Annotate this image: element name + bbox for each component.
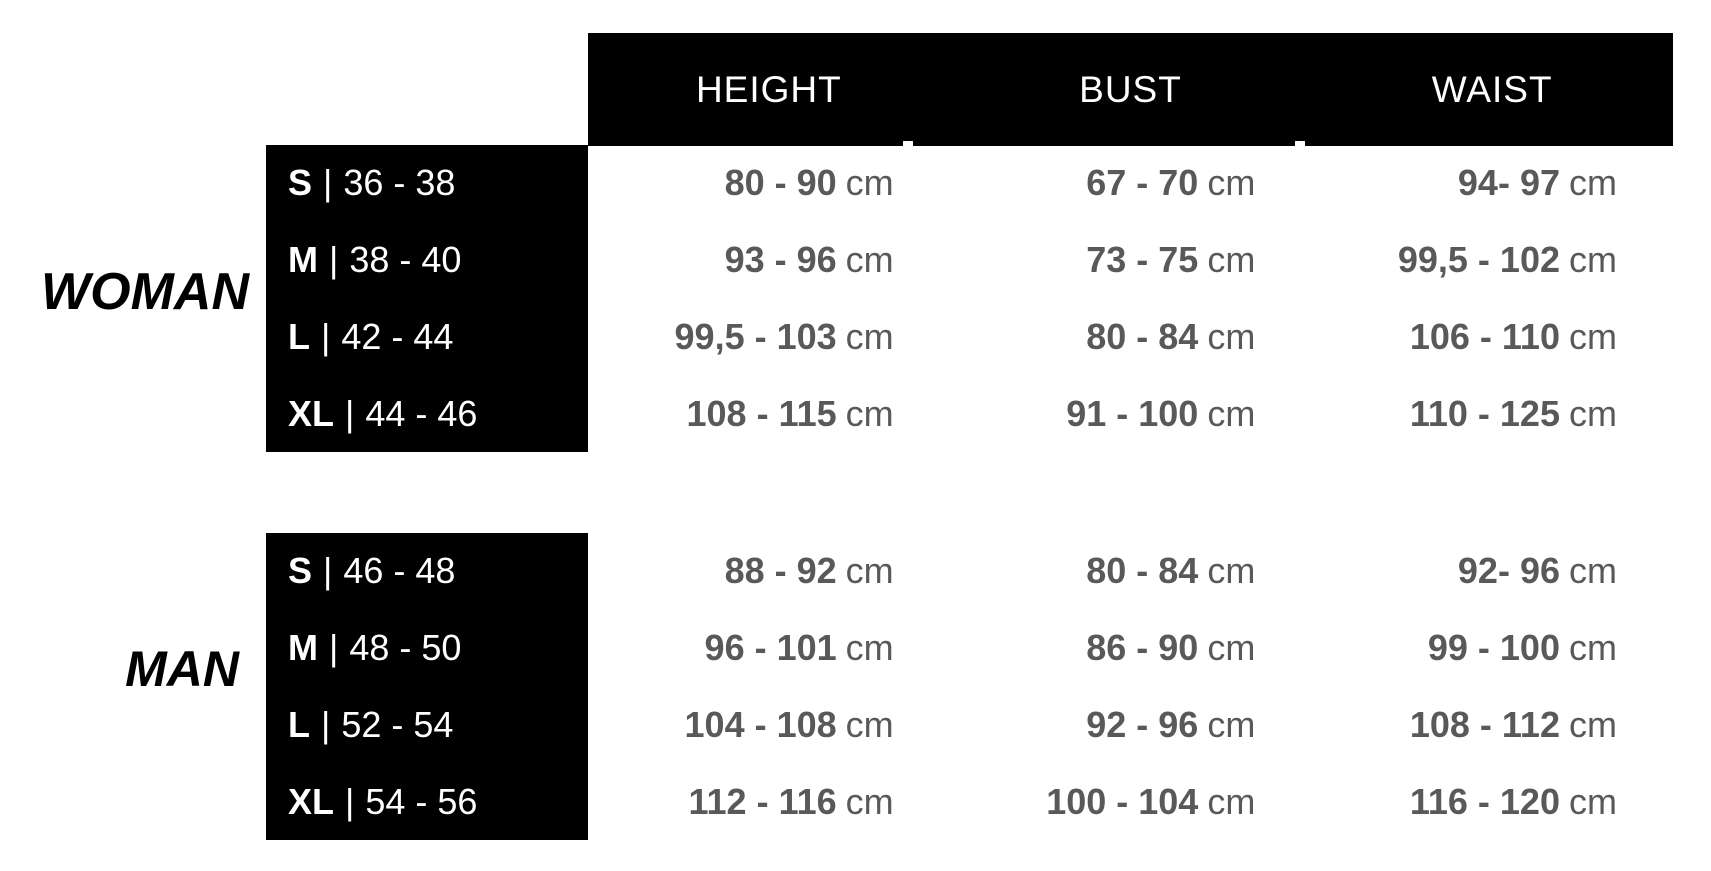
woman-size-row-m [266,222,588,299]
group-label-man: MAN [125,641,239,697]
man-l-waist [1311,687,1673,764]
man-size-row-s [266,533,588,610]
value: 86 - 90 [1086,627,1199,669]
size-separator: | [329,627,339,669]
value: 67 - 70 [1086,162,1199,204]
man-size-box [266,533,588,840]
unit-label: cm [1568,780,1617,822]
unit-label: cm [845,239,894,281]
woman-size-row-xl [266,375,588,452]
man-m-height [588,610,950,687]
size-range: 38 - 40 [349,239,462,281]
woman-xl-bust [950,375,1312,452]
man-s-bust [950,533,1312,610]
size-range: 44 - 46 [365,392,478,434]
man-size-row-m [266,610,588,687]
woman-values-grid [588,145,1673,452]
unit-label: cm [845,627,894,669]
woman-l-waist [1311,299,1673,376]
unit-label: cm [1207,703,1256,745]
column-header-bust: BUST [1079,68,1182,110]
value: 99 - 100 [1427,627,1560,669]
unit-label: cm [845,392,894,434]
column-header-waist: WAIST [1431,68,1553,110]
woman-xl-height [588,375,950,452]
unit-label: cm [1207,315,1256,357]
unit-label: cm [1568,239,1617,281]
unit-label: cm [1207,780,1256,822]
unit-label: cm [1207,392,1256,434]
woman-size-box [266,145,588,452]
man-size-row-l [266,687,588,764]
value: 108 - 115 [686,392,837,434]
value: 100 - 104 [1046,780,1199,822]
size-letter: S [288,550,313,592]
value: 99,5 - 102 [1397,239,1560,281]
unit-label: cm [1207,162,1256,204]
woman-m-waist [1311,222,1673,299]
woman-size-row-l [266,299,588,376]
group-label-woman: WOMAN [41,263,249,321]
value: 91 - 100 [1066,392,1199,434]
value: 80 - 90 [724,162,837,204]
unit-label: cm [845,780,894,822]
man-s-height [588,533,950,610]
unit-label: cm [1568,162,1617,204]
size-separator: | [323,550,333,592]
man-xl-waist [1311,763,1673,840]
man-m-bust [950,610,1312,687]
value: 106 - 110 [1409,315,1560,357]
value: 73 - 75 [1086,239,1199,281]
unit-label: cm [1568,392,1617,434]
unit-label: cm [1568,315,1617,357]
unit-label: cm [1207,239,1256,281]
value: 104 - 108 [684,703,837,745]
size-range: 52 - 54 [341,703,454,745]
man-values-grid [588,533,1673,840]
woman-s-bust [950,145,1312,222]
unit-label: cm [845,315,894,357]
size-range: 42 - 44 [341,315,454,357]
unit-label: cm [1568,627,1617,669]
unit-label: cm [1207,627,1256,669]
value: 116 - 120 [1409,780,1560,822]
woman-m-height [588,222,950,299]
size-letter: XL [288,780,335,822]
value: 99,5 - 103 [674,315,837,357]
man-l-bust [950,687,1312,764]
unit-label: cm [1207,550,1256,592]
woman-size-row-s [266,145,588,222]
value: 80 - 84 [1086,315,1199,357]
unit-label: cm [845,703,894,745]
size-separator: | [345,780,355,822]
woman-m-bust [950,222,1312,299]
unit-label: cm [1568,703,1617,745]
value: 80 - 84 [1086,550,1199,592]
value: 94- 97 [1457,162,1560,204]
size-separator: | [321,703,331,745]
unit-label: cm [845,162,894,204]
size-letter: M [288,239,318,281]
woman-s-waist [1311,145,1673,222]
value: 108 - 112 [1409,703,1560,745]
size-separator: | [323,162,333,204]
woman-l-bust [950,299,1312,376]
size-letter: M [288,627,318,669]
woman-l-height [588,299,950,376]
value: 112 - 116 [688,780,837,822]
size-separator: | [329,239,339,281]
man-xl-height [588,763,950,840]
size-separator: | [345,392,355,434]
size-separator: | [321,315,331,357]
column-header-height: HEIGHT [695,68,842,110]
value: 96 - 101 [704,627,837,669]
unit-label: cm [845,550,894,592]
woman-s-height [588,145,950,222]
value: 110 - 125 [1409,392,1560,434]
value: 93 - 96 [724,239,837,281]
man-s-waist [1311,533,1673,610]
man-l-height [588,687,950,764]
man-xl-bust [950,763,1312,840]
size-range: 46 - 48 [343,550,456,592]
size-range: 48 - 50 [349,627,462,669]
size-letter: XL [288,392,335,434]
unit-label: cm [1568,550,1617,592]
woman-xl-waist [1311,375,1673,452]
size-range: 36 - 38 [343,162,456,204]
size-range: 54 - 56 [365,780,478,822]
size-letter: L [288,703,310,745]
value: 92 - 96 [1086,703,1199,745]
measurement-header-row [588,33,1673,146]
size-letter: L [288,315,310,357]
man-size-row-xl [266,763,588,840]
man-m-waist [1311,610,1673,687]
size-letter: S [288,162,313,204]
value: 92- 96 [1457,550,1560,592]
value: 88 - 92 [724,550,837,592]
